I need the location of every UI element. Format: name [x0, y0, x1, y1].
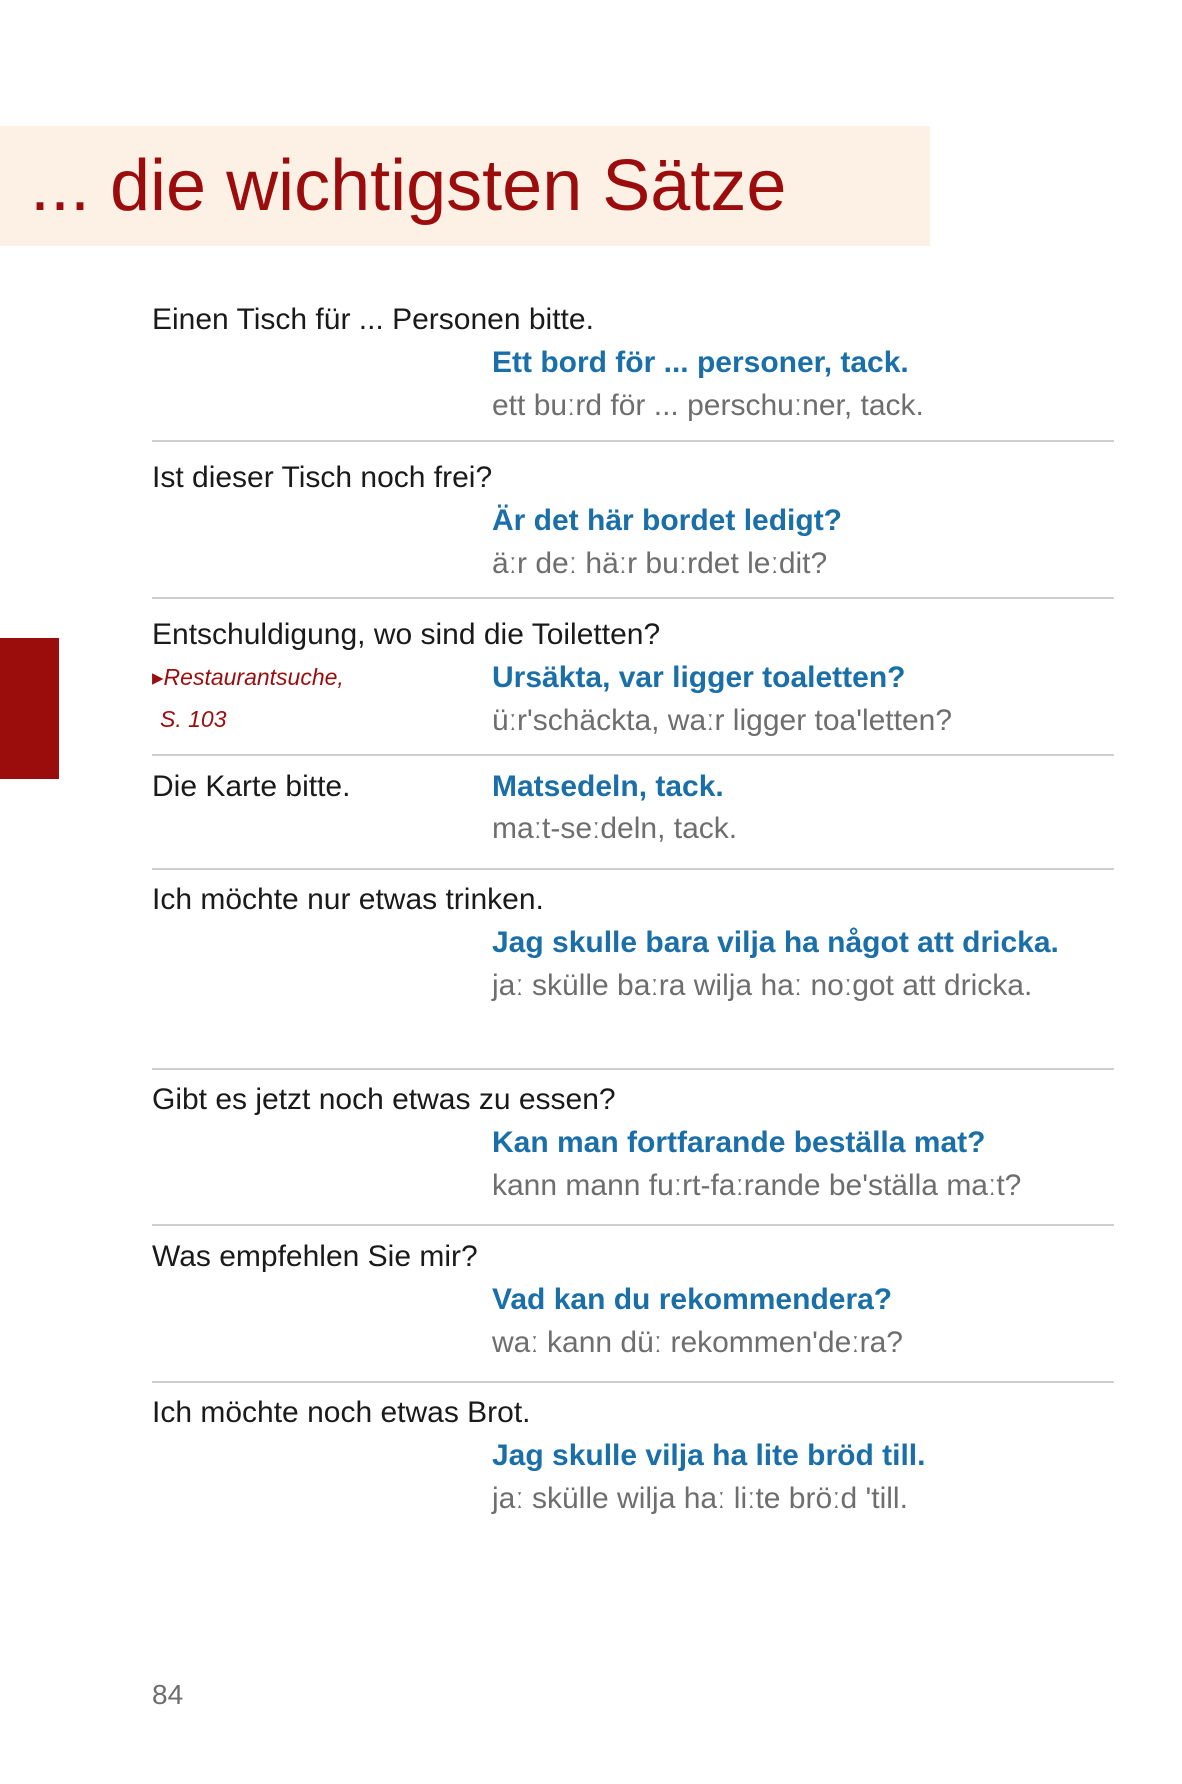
- divider: [152, 1224, 1114, 1226]
- divider: [152, 440, 1114, 442]
- swedish-phrase: Ett bord för ... personer, tack.: [492, 346, 909, 379]
- divider: [152, 1381, 1114, 1383]
- divider: [152, 597, 1114, 599]
- cross-reference-link[interactable]: ▸Restaurantsuche,: [152, 664, 344, 690]
- page-number: 84: [152, 1679, 184, 1710]
- chapter-tab-marker: [0, 638, 59, 779]
- german-phrase: Einen Tisch für ... Personen bitte.: [152, 303, 594, 336]
- pronunciation: maːt-seːdeln, tack.: [492, 812, 738, 845]
- swedish-phrase: Matsedeln, tack.: [492, 770, 724, 803]
- swedish-phrase: Jag skulle bara vilja ha något att dricka.: [492, 926, 1059, 959]
- german-phrase: Ich möchte nur etwas trinken.: [152, 883, 544, 916]
- page-title: ... die wichtigsten Sätze: [30, 146, 787, 226]
- pronunciation: ett buːrd för ... perschuːner, tack.: [492, 389, 924, 422]
- pronunciation: äːr deː häːr buːrdet leːdit?: [492, 547, 828, 580]
- swedish-phrase: Ursäkta, var ligger toaletten?: [492, 661, 906, 694]
- german-phrase: Was empfehlen Sie mir?: [152, 1240, 478, 1273]
- german-phrase: Gibt es jetzt noch etwas zu essen?: [152, 1083, 616, 1116]
- pronunciation: waː kann düː rekommen'deːra?: [492, 1326, 903, 1359]
- divider: [152, 754, 1114, 756]
- swedish-phrase: Jag skulle vilja ha lite bröd till.: [492, 1439, 926, 1472]
- german-phrase: Ist dieser Tisch noch frei?: [152, 461, 493, 494]
- german-phrase: Die Karte bitte.: [152, 770, 351, 803]
- divider: [152, 1068, 1114, 1070]
- swedish-phrase: Är det här bordet ledigt?: [492, 504, 843, 537]
- divider: [152, 868, 1114, 870]
- german-phrase: Entschuldigung, wo sind die Toiletten?: [152, 618, 661, 651]
- german-phrase: Ich möchte noch etwas Brot.: [152, 1396, 531, 1429]
- swedish-phrase: Kan man fortfarande beställa mat?: [492, 1126, 986, 1159]
- swedish-phrase: Vad kan du rekommendera?: [492, 1283, 893, 1316]
- pronunciation: üːr'schäckta, waːr ligger toa'letten?: [492, 704, 953, 737]
- pronunciation: jaː skülle wilja haː liːte bröːd 'till.: [492, 1482, 908, 1515]
- cross-reference-page[interactable]: S. 103: [160, 706, 227, 732]
- pronunciation: kann mann fuːrt-faːrande be'ställa maːt?: [492, 1169, 1022, 1202]
- pronunciation: jaː skülle baːra wilja haː noːgot att dricka.: [492, 969, 1033, 1002]
